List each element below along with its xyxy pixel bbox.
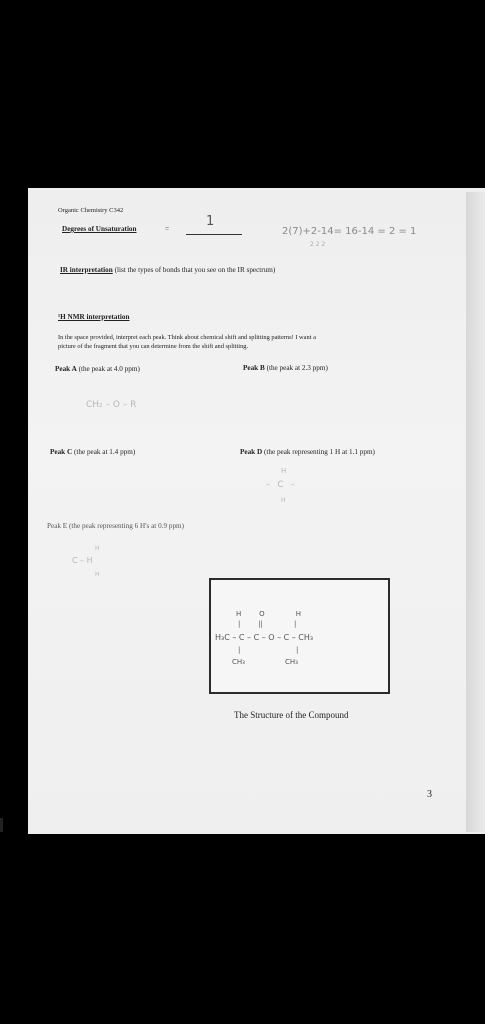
structure-caption: The Structure of the Compound	[234, 710, 349, 720]
peak-d-sketch-top: H	[281, 467, 287, 475]
edge-mark	[0, 818, 3, 832]
peak-d-carbon: C	[277, 480, 286, 490]
peak-c-label: Peak C	[50, 448, 73, 456]
peak-d-sketch-bot: H	[281, 497, 286, 504]
structure-row-mid: H₃C – C – C – O – C – CH₃	[215, 633, 314, 642]
peak-b-label: Peak B	[243, 364, 265, 372]
ir-label: IR interpretation	[60, 266, 113, 274]
peak-c	[50, 448, 135, 456]
page-edge	[466, 192, 485, 832]
page-number: 3	[427, 789, 432, 800]
peak-d-sketch-mid: – C –	[266, 480, 298, 490]
peak-b	[243, 364, 328, 372]
dou-work: 2(7)+2-14= 16-14 = 2 = 1	[282, 226, 417, 237]
peak-e-desc: (the peak representing 6 H's at 0.9 ppm)	[68, 522, 185, 530]
peak-e	[47, 522, 184, 530]
ir-instruction: (list the types of bonds that you see on the IR spectrum)	[114, 266, 276, 274]
worksheet-page	[28, 188, 485, 834]
peak-b-desc: (the peak at 2.3 ppm)	[266, 364, 328, 372]
structure-row-top: H O H	[236, 610, 301, 618]
nmr-label: ¹H NMR interpretation	[58, 313, 130, 321]
peak-a-desc: (the peak at 4.0 ppm)	[78, 365, 140, 373]
structure-bonds-top: | || |	[238, 620, 297, 628]
dou-equals: =	[165, 225, 170, 233]
peak-d	[240, 448, 375, 456]
peak-e-sketch-top: H	[95, 545, 100, 552]
nmr-instructions-line1: In the space provided, interpret each peak. Think about chemical shift and splitting patterns! I want a	[58, 334, 316, 341]
ir-row	[60, 266, 275, 274]
peak-c-desc: (the peak at 1.4 ppm)	[73, 448, 136, 456]
dou-answer: 1	[206, 214, 215, 229]
structure-bonds-bot: | |	[238, 646, 299, 654]
peak-e-label: Peak E	[47, 522, 68, 530]
dou-answer-line	[186, 234, 242, 235]
peak-a-sketch: CH₂ – O – R	[86, 400, 137, 410]
peak-a	[55, 365, 140, 373]
peak-e-sketch-mid: C – H	[72, 556, 93, 565]
peak-a-label: Peak A	[55, 365, 77, 373]
dou-label: Degrees of Unsaturation	[62, 225, 137, 233]
peak-d-desc: (the peak representing 1 H at 1.1 ppm)	[263, 448, 375, 456]
course-title: Organic Chemistry C342	[58, 207, 124, 214]
dou-work-denominators: 2 2 2	[310, 241, 326, 248]
structure-row-bot: CH₃ CH₃	[232, 658, 298, 666]
peak-d-label: Peak D	[240, 448, 263, 456]
nmr-instructions-line2: picture of the fragment that you can determine from the shift and splitting.	[58, 343, 249, 350]
peak-e-sketch-bot: H	[95, 571, 100, 578]
